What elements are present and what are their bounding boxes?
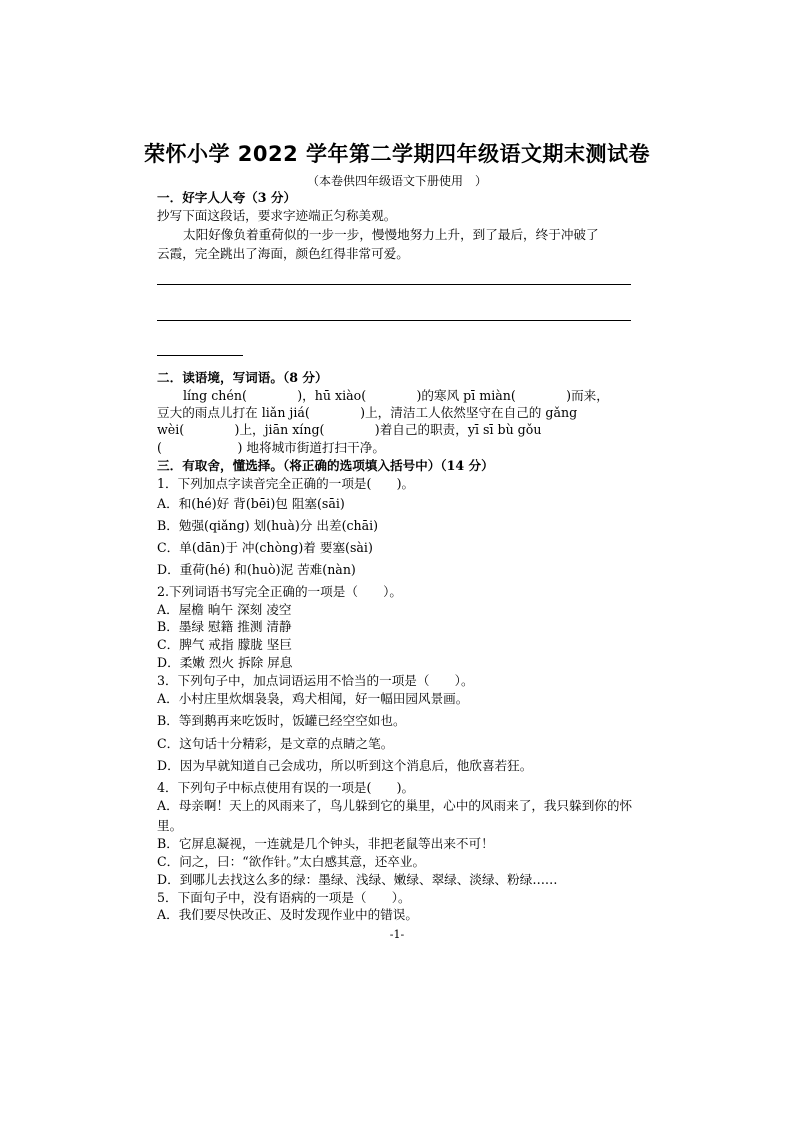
page-subtitle: （本卷供四年级语文下册使用 ） (306, 174, 487, 188)
question-4-option-c: C．问之，曰：“欲作针。”太白感其意，还卒业。 (157, 854, 426, 869)
writing-line-1[interactable] (157, 284, 631, 285)
section-2-line-4: ( ) 地将城市街道打扫干净。 (157, 440, 385, 455)
question-3-option-d: D．因为早就知道自己会成功，所以听到这个消息后，他欣喜若狂。 (157, 758, 533, 773)
question-1-option-c: C．单(dān)于 冲(chòng)着 要塞(sài) (157, 540, 373, 555)
section-1-instruction: 抄写下面这段话，要求字迹端正匀称美观。 (157, 208, 397, 223)
writing-line-3[interactable] (157, 355, 243, 356)
section-2-line-3: wèi( )上，jiān xíng( )着自己的职责，yī sī bù gǒu (157, 422, 542, 437)
question-2-option-a: A．屋檐 晌午 深刻 凌空 (157, 602, 292, 617)
question-3-option-b: B．等到鹅再来吃饭时，饭罐已经空空如也。 (157, 713, 406, 728)
question-3-option-a: A．小村庄里炊烟袅袅，鸡犬相闻，好一幅田园风景画。 (157, 691, 469, 706)
question-1: 1．下列加点字读音完全正确的一项是( )。 (157, 476, 415, 491)
section-1-heading: 一．好字人人夸（3 分） (157, 190, 297, 205)
page-title: 荣怀小学 2022 学年第二学期四年级语文期末测试卷 (143, 142, 651, 166)
section-2-line-2: 豆大的雨点儿打在 liǎn jiá( )上，清洁工人依然坚守在自己的 gǎng (157, 405, 578, 420)
writing-line-2[interactable] (157, 320, 631, 321)
question-4: 4．下列句子中标点使用有误的一项是( )。 (157, 780, 415, 795)
section-3-heading: 三．有取舍，懂选择。（将正确的选项填入括号中）（14 分） (157, 458, 494, 473)
question-3: 3．下列句子中，加点词语运用不恰当的一项是（ ）。 (157, 673, 474, 688)
section-1-passage-line-1: 太阳好像负着重荷似的一步一步，慢慢地努力上升，到了最后，终于冲破了 (183, 227, 599, 242)
question-2-option-c: C．脾气 戒指 朦胧 坚巨 (157, 637, 292, 652)
question-1-option-d: D．重荷(hé) 和(huò)泥 苦难(nàn) (157, 562, 356, 577)
question-5: 5．下面句子中，没有语病的一项是（ ）。 (157, 890, 411, 905)
question-2: 2.下列词语书写完全正确的一项是（ ）。 (157, 584, 402, 599)
question-4-option-d: D．到哪儿去找这么多的绿：墨绿、浅绿、嫩绿、翠绿、淡绿、粉绿…… (157, 872, 558, 887)
question-4-option-a: A．母亲啊！天上的风雨来了，鸟儿躲到它的巢里，心中的风雨来了，我只躲到你的怀里。 (157, 798, 633, 833)
question-4-option-b: B．它屏息凝视，一连就是几个钟头，非把老鼠等出来不可！ (157, 836, 494, 851)
question-2-option-d: D．柔嫩 烈火 拆除 屏息 (157, 655, 293, 670)
section-1-passage-line-2: 云霞，完全跳出了海面，颜色红得非常可爱。 (157, 246, 409, 261)
question-2-option-b: B．墨绿 慰籍 推测 清静 (157, 619, 292, 634)
section-2-line-1: líng chén( )，hū xiào( )的寒风 pī miàn( )而来， (183, 388, 609, 403)
question-1-option-a: A．和(hé)好 背(bēi)包 阻塞(sāi) (157, 496, 345, 511)
question-1-option-b: B．勉强(qiǎng) 划(huà)分 出差(chāi) (157, 518, 379, 533)
question-3-option-c: C．这句话十分精彩，是文章的点睛之笔。 (157, 736, 394, 751)
question-5-option-a: A．我们要尽快改正、及时发现作业中的错误。 (157, 907, 418, 922)
page-number: -1- (389, 928, 405, 941)
section-2-heading: 二．读语境，写词语。（8 分） (157, 370, 328, 385)
